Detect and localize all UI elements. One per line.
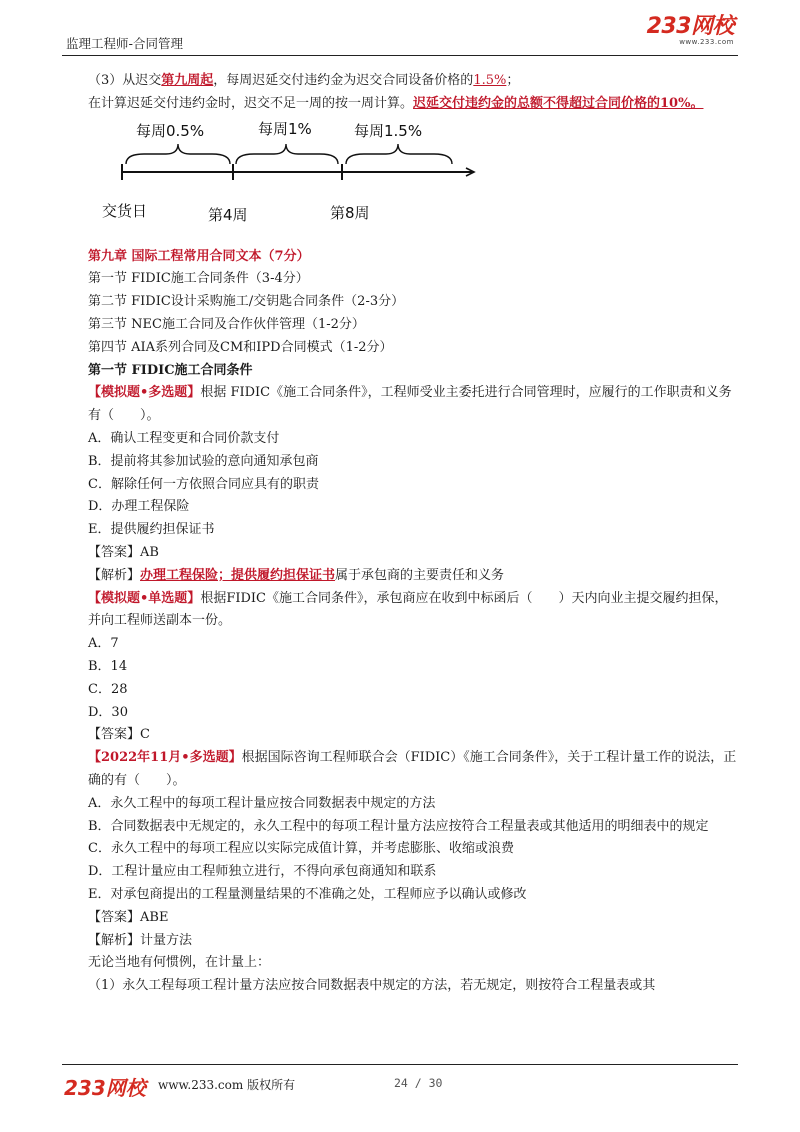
option-item: B．合同数据表中无规定的，永久工程中的每项工程计量方法应按符合工程量表或其他适用的明细表中的规定 <box>88 818 709 834</box>
header-title: 监理工程师-合同管理 <box>66 36 184 51</box>
question-text: 根据国际咨询工程师联合会（FIDIC）《施工合同条件》，关于工程计量工作的说法，正确的有（ ）。 <box>88 750 737 788</box>
answer-value: AB <box>140 544 159 560</box>
answer-label: 【答案】 <box>88 727 141 743</box>
timeline-mark-week4: 第4周 <box>208 205 248 224</box>
analysis-body-line: 无论当地有何惯例，在计量上： <box>88 955 271 971</box>
intro-text: 在计算迟延交付违约金时，迟交不足一周的按一周计算。 <box>88 95 414 111</box>
analysis-label: 【解析】 <box>88 932 141 948</box>
analysis-body-line: （1）永久工程每项工程计量方法应按合同数据表中规定的方法，若无规定，则按符合工程量表或其 <box>88 978 656 994</box>
logo-text: 233网校 <box>646 14 734 39</box>
section-item: 第二节 FIDIC设计采购施工/交钥匙合同条件（2-3分） <box>88 294 405 310</box>
option-item: B．14 <box>88 658 128 674</box>
option-item: B．提前将其参加试验的意向通知承包商 <box>88 453 319 469</box>
answer-value: C <box>140 727 150 743</box>
brace-2 <box>236 144 338 164</box>
segment-label-2: 每周1% <box>258 119 312 138</box>
intro-text: （3）从迟交 <box>88 73 162 88</box>
analysis-line <box>88 565 740 588</box>
answer-value: ABE <box>140 909 169 925</box>
page-number: 24 / 30 <box>394 1076 443 1090</box>
option-item: A．永久工程中的每项工程计量应按合同数据表中规定的方法 <box>88 795 436 811</box>
answer-line <box>88 542 740 565</box>
analysis-text: 计量方法 <box>140 932 193 948</box>
analysis-line <box>88 930 740 953</box>
page-footer <box>62 1066 738 1100</box>
option-item: D．办理工程保险 <box>88 499 190 515</box>
option-item: C．解除任何一方依照合同应具有的职责 <box>88 476 319 492</box>
brand-logo <box>647 16 734 46</box>
intro-highlight: 1.5% <box>473 73 507 88</box>
footer-divider <box>62 1064 738 1065</box>
section-heading: 第一节 FIDIC施工合同条件 <box>88 362 253 378</box>
option-item: C．永久工程中的每项工程应以实际完成值计算，并考虑膨胀、收缩或浪费 <box>88 841 514 857</box>
header-divider <box>62 55 738 56</box>
segment-label-3: 每周1.5% <box>354 121 423 140</box>
answer-line <box>88 907 740 930</box>
intro-text: ； <box>506 73 520 88</box>
option-item: C．28 <box>88 681 128 697</box>
question-2-stem <box>88 588 740 634</box>
document-body <box>88 70 740 998</box>
option-item: E．提供履约担保证书 <box>88 522 215 538</box>
logo-url: www.233.com <box>679 38 734 46</box>
timeline-mark-week8: 第8周 <box>330 203 370 222</box>
question-3-stem <box>88 747 740 793</box>
option-item: E．对承包商提出的工程量测量结果的不准确之处，工程师应予以确认或修改 <box>88 886 527 902</box>
answer-label: 【答案】 <box>88 909 141 925</box>
option-item: A．确认工程变更和合同价款支付 <box>88 430 280 446</box>
option-item: D．30 <box>88 704 128 720</box>
intro-line-1 <box>88 70 740 93</box>
answer-label: 【答案】 <box>88 544 141 560</box>
brace-3 <box>346 144 452 164</box>
brace-1 <box>126 144 230 164</box>
intro-text: ，每周迟延交付违约金为迟交合同设备价格的 <box>213 73 474 88</box>
option-item: A．7 <box>88 636 119 652</box>
option-item: D．工程计量应由工程师独立进行，不得向承包商通知和联系 <box>88 864 437 880</box>
question-tag: 【模拟题•单选题】 <box>88 590 201 606</box>
question-text: 根据 FIDIC《施工合同条件》，工程师受业主委托进行合同管理时，应履行的工作职责和义务有（ ）。 <box>88 385 732 424</box>
footer-copyright: www.233.com 版权所有 <box>158 1078 296 1092</box>
footer-logo: 233网校 <box>64 1076 146 1100</box>
analysis-text: 属于承包商的主要责任和义务 <box>335 567 505 583</box>
intro-highlight: 第九周起 <box>161 73 214 88</box>
intro-line-2 <box>88 93 740 116</box>
section-item: 第三节 NEC施工合同及合作伙伴管理（1-2分） <box>88 316 365 332</box>
segment-label-1: 每周0.5% <box>136 121 205 140</box>
question-tag: 【模拟题•多选题】 <box>88 385 201 401</box>
analysis-highlight: 办理工程保险；提供履约担保证书 <box>140 567 336 583</box>
intro-highlight: 迟延交付违约金的总额不得超过合同价格的10%。 <box>413 95 704 111</box>
question-1-stem <box>68 382 740 428</box>
chapter-title: 第九章 国际工程常用合同文本（7分） <box>88 248 310 264</box>
timeline-mark-delivery: 交货日 <box>102 201 148 220</box>
analysis-label: 【解析】 <box>88 567 141 583</box>
section-item: 第四节 AIA系列合同及CM和IPD合同模式（1-2分） <box>88 339 393 355</box>
page-header <box>62 14 738 54</box>
question-tag: 【2022年11月•多选题】 <box>88 750 242 766</box>
section-item: 第一节 FIDIC施工合同条件（3-4分） <box>88 271 309 287</box>
timeline-svg <box>96 126 516 244</box>
penalty-timeline-diagram <box>96 119 516 244</box>
answer-line <box>88 724 740 747</box>
question-text: 根据FIDIC《施工合同条件》，承包商应在收到中标函后（ ）天内向业主提交履约担保，并向工程师送副本一份。 <box>88 590 728 629</box>
